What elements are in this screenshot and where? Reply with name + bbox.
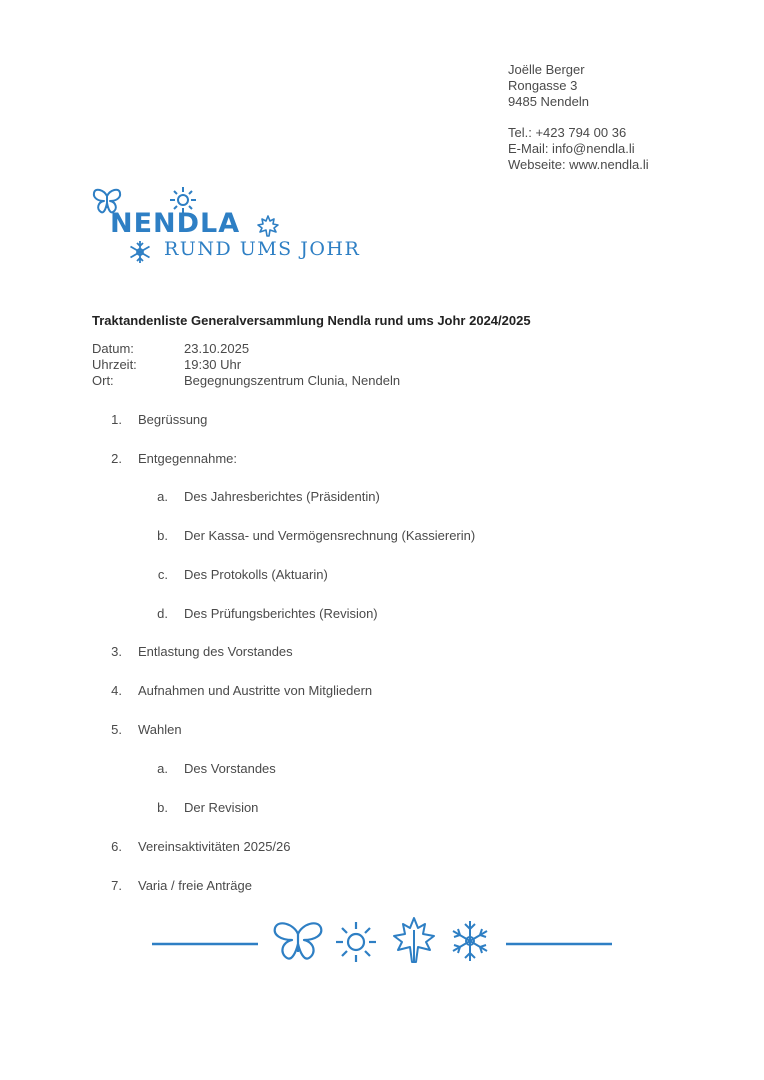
butterfly-icon xyxy=(275,923,322,958)
sun-icon xyxy=(336,922,376,962)
agenda-item xyxy=(92,451,237,466)
agenda-subitem xyxy=(138,761,276,776)
date-value: 23.10.2025 xyxy=(184,341,250,356)
agenda-item-number: 6. xyxy=(111,839,122,854)
agenda-subitem-text: Des Protokolls (Aktuarin) xyxy=(184,567,328,582)
agenda-item-text: Vereinsaktivitäten 2025/26 xyxy=(138,839,291,854)
agenda-subitem-letter: a. xyxy=(157,489,168,504)
agenda-item-text: Aufnahmen und Austritte von Mitgliedern xyxy=(138,683,373,698)
agenda-item xyxy=(92,683,372,698)
agenda-item xyxy=(92,644,293,659)
agenda-subitem-letter: d. xyxy=(157,606,168,621)
agenda-subitem xyxy=(138,606,378,621)
sender-address xyxy=(508,62,649,173)
agenda-subitem-text: Der Revision xyxy=(184,800,259,815)
sender-email: E-Mail: info@nendla.li xyxy=(508,141,635,156)
agenda-subitem-letter: b. xyxy=(157,528,168,543)
meeting-details xyxy=(92,341,400,389)
snowflake-icon xyxy=(453,921,487,961)
maple-leaf-icon xyxy=(394,918,434,962)
agenda-item-number: 4. xyxy=(111,683,122,698)
agenda-item-number: 1. xyxy=(111,412,122,427)
sender-website: Webseite: www.nendla.li xyxy=(508,157,649,172)
time-label: Uhrzeit: xyxy=(92,357,137,372)
footer-ornament xyxy=(0,912,764,972)
sender-name: Joëlle Berger xyxy=(508,62,585,77)
logo-title: NENDLA xyxy=(110,208,241,239)
agenda-item xyxy=(92,722,182,737)
agenda-item-number: 3. xyxy=(111,644,122,659)
sender-street: Rongasse 3 xyxy=(508,78,578,93)
sender-phone: Tel.: +423 794 00 36 xyxy=(508,125,627,140)
maple-leaf-icon xyxy=(256,214,280,238)
agenda-item-text: Varia / freie Anträge xyxy=(138,878,252,893)
agenda-subitem-letter: a. xyxy=(157,761,168,776)
agenda-item xyxy=(92,839,291,854)
agenda-item-text: Entlastung des Vorstandes xyxy=(138,644,293,659)
agenda-item xyxy=(92,412,207,427)
agenda-subitem-text: Des Prüfungsberichtes (Revision) xyxy=(184,606,378,621)
agenda-subitem xyxy=(138,567,328,582)
place-label: Ort: xyxy=(92,373,114,388)
agenda-subitem-text: Des Vorstandes xyxy=(184,761,276,776)
agenda-item-number: 7. xyxy=(111,878,122,893)
agenda-item-number: 2. xyxy=(111,451,122,466)
document-title: Traktandenliste Generalversammlung Nendla rund ums Johr 2024/2025 xyxy=(92,313,531,328)
agenda-subitem xyxy=(138,528,475,543)
agenda-item-text: Begrüssung xyxy=(138,412,208,427)
sender-city: 9485 Nendeln xyxy=(508,94,589,109)
agenda-subitem-letter: c. xyxy=(157,567,168,582)
agenda-subitem xyxy=(138,489,380,504)
place-value: Begegnungszentrum Clunia, Nendeln xyxy=(184,373,401,388)
nendla-logo xyxy=(92,186,372,266)
time-value: 19:30 Uhr xyxy=(184,357,242,372)
agenda-subitem xyxy=(138,800,258,815)
agenda-item-number: 5. xyxy=(111,722,122,737)
agenda-item xyxy=(92,878,252,893)
agenda-subitem-text: Der Kassa- und Vermögensrechnung (Kassiererin) xyxy=(184,528,476,543)
agenda-subitem-text: Des Jahresberichtes (Präsidentin) xyxy=(184,489,380,504)
snowflake-icon xyxy=(128,240,152,264)
agenda-subitem-letter: b. xyxy=(157,800,168,815)
logo-subtitle: RUND UMS JOHR xyxy=(164,238,361,260)
agenda-item-text: Wahlen xyxy=(138,722,182,737)
date-label: Datum: xyxy=(92,341,134,356)
agenda-item-text: Entgegennahme: xyxy=(138,451,238,466)
